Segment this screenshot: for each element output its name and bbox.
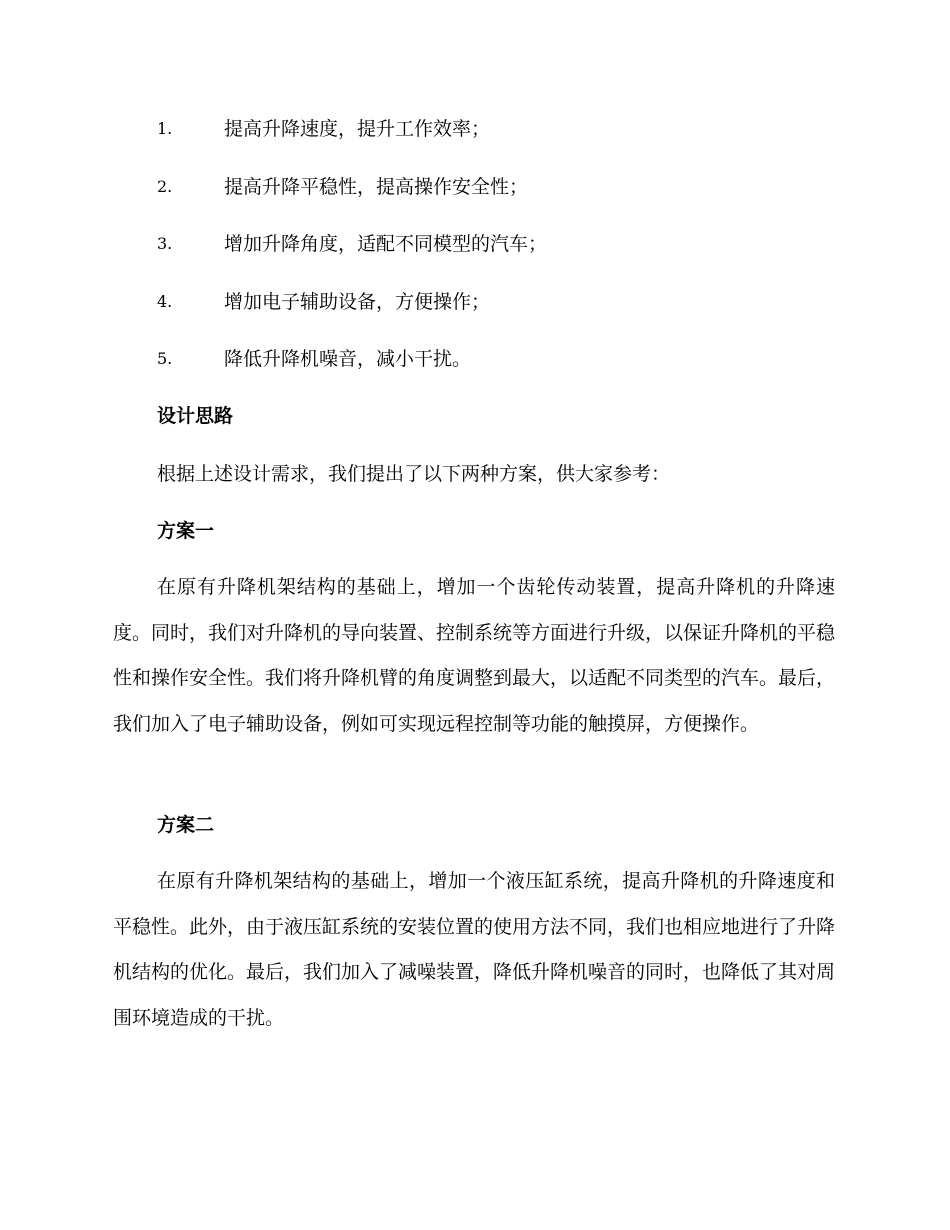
design-heading: 设计思路 — [157, 405, 234, 427]
plan1-heading: 方案一 — [157, 520, 215, 542]
plan1-paragraph: 在原有升降机架结构的基础上，增加一个齿轮传动装置，提高升降机的升降速度。同时，我们对升降机的导向装置、控制系统等方面进行升级，以保证升降机的平稳性和操作安全性。我们将升降机臂的角度调整到最大，以适配不同类型的汽车。最后，我们加入了电子辅助设备，例如可实现远程控制等功能的触摸屏，方便操作。 — [113, 576, 836, 735]
requirements-list — [157, 110, 837, 398]
list-item — [157, 168, 837, 226]
list-number: 2. — [157, 176, 173, 196]
intro-text: 根据上述设计需求，我们提出了以下两种方案，供大家参考： — [157, 463, 671, 485]
list-item — [157, 283, 837, 341]
list-item — [157, 110, 837, 168]
plan2-paragraph: 在原有升降机架结构的基础上，增加一个液压缸系统，提高升降机的升降速度和平稳性。此外，由于液压缸系统的安装位置的使用方法不同，我们也相应地进行了升降机结构的优化。最后，我们加入了减噪装置，降低升降机噪音的同时，也降低了其对周围环境造成的干扰。 — [113, 870, 836, 1029]
list-item — [157, 225, 837, 283]
list-text: 增加电子辅助设备，方便操作； — [224, 290, 491, 313]
list-text: 降低升降机噪音，减小干扰。 — [224, 348, 472, 370]
list-number: 3. — [157, 234, 173, 253]
list-number: 4. — [157, 291, 173, 311]
list-text: 提高升降平稳性，提高操作安全性； — [224, 175, 529, 198]
list-number: 1. — [157, 119, 173, 138]
list-item — [157, 340, 837, 398]
list-number: 5. — [157, 349, 173, 368]
list-text: 提高升降速度，提升工作效率； — [224, 118, 491, 140]
plan2-heading: 方案二 — [157, 814, 215, 836]
list-text: 增加升降角度，适配不同模型的汽车； — [224, 233, 548, 255]
